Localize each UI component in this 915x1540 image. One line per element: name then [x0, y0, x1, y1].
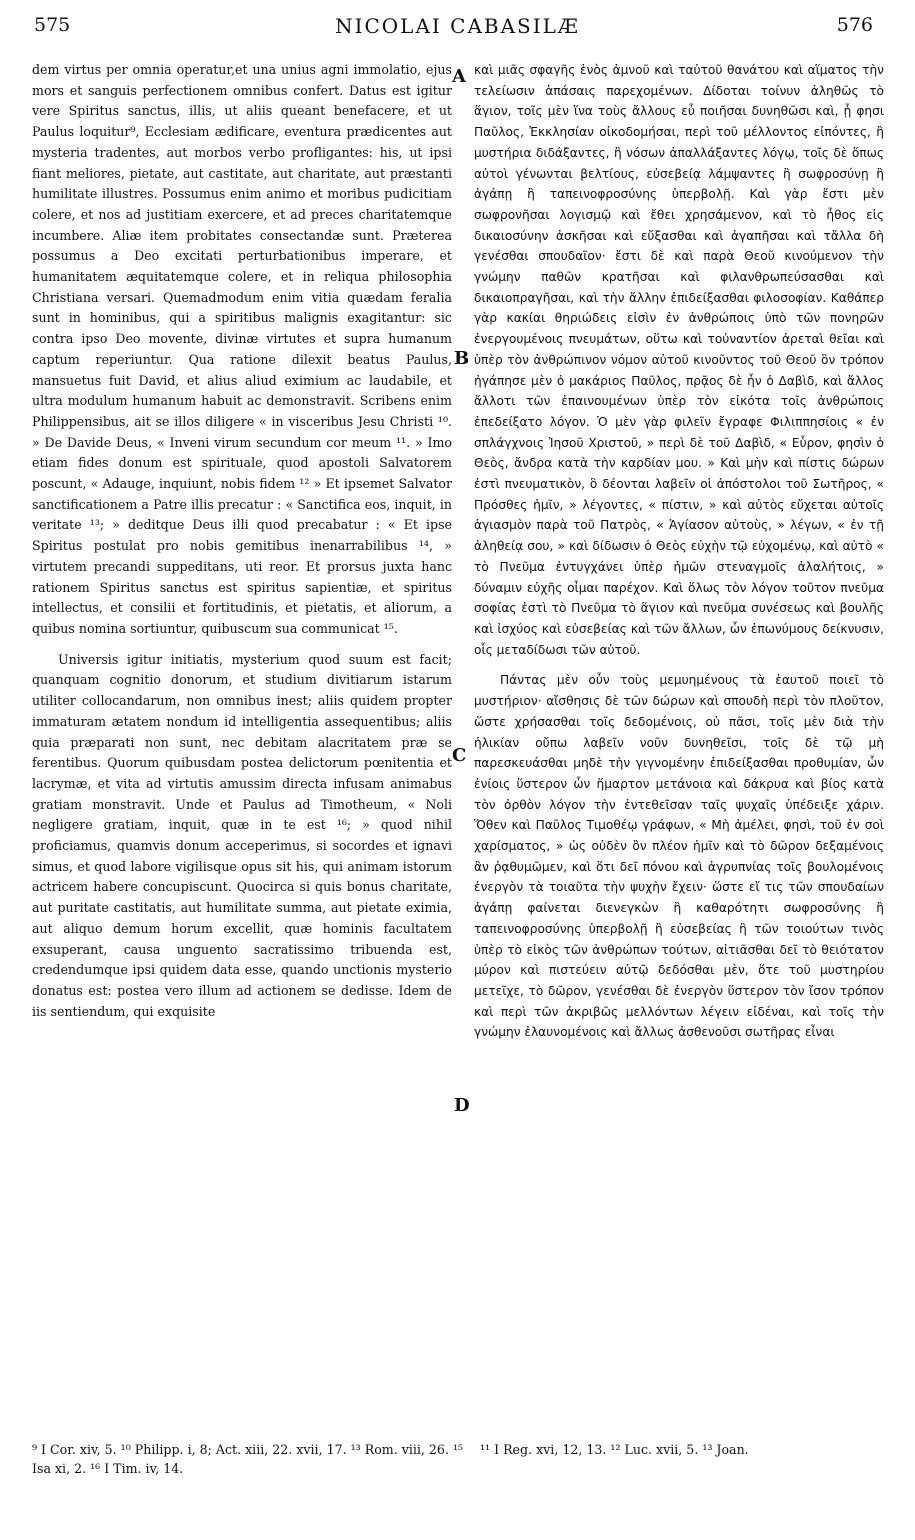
greek-paragraph-2: Πάντας μὲν οὖν τοὺς μεμυημένους τὰ ἑαυτοῦ ποιεῖ τὸ μυστήριον· αἴσθησις δὲ τῶν δώρων καὶ σπουδὴ περὶ τὸν πλοῦτον, ὥστε χρήσασθαι τοῖς δεδομένοις, οὐ πᾶσι, τοῖς μὲν διὰ τὴν ἡλικίαν οὔπω λαβεῖν νοῦν δυνηθεῖσι, τοῖς δὲ τῷ μὴ παρεσκευάσθαι μηδὲ τὴν γιγνομένην ἐπιδείξασθαι προθυμίαν, ὧν ἐνίοις ὕστερον ὧν ἥμαρτον μετάνοια καὶ δάκρυα καὶ βίος κατὰ τὸν ὀρθὸν λόγον τὴν ἐντεθεῖσαν ταῖς ψυχαῖς ὑπέδειξε χάριν. Ὅθεν καὶ Παῦλος Τιμοθέῳ γράφων, « Μὴ ἀμέλει, φησὶ, τοῦ ἐν σοὶ χαρίσματος, » ὡς οὐδὲν ὂν πλέον ἡμῖν καὶ τὸ δῶρον δεξαμένοις ἂν ῥᾳθυμῶμεν, καὶ ὅτι δεῖ πόνου καὶ ἀγρυπνίας τοῖς βουλομένοις ἐνεργὸν τὰ τοιαῦτα τὴν ψυχὴν ἔχειν· ὥστε εἴ τις τῶν σπουδαίων ἀγάπῃ φαίνεται διενεγκὼν ἢ καθαρότητι σωφροσύνης ἢ ταπεινοφροσύνης ὑπερβολῇ ἢ εὐσεβείας ἢ τῶν τοιούτων τινὸς ὑπὲρ τὸ εἰκὸς τῶν ἀνθρώπων τούτων, αἰτιᾶσθαι δεῖ τὸ θειότατον μύρον καὶ πιστεύειν αὐτῷ δεδόσθαι μὲν, ὅτε τοῦ μυστηρίου μετεῖχε, τὸ δῶρον, γενέσθαι δὲ ἐνεργὸν ὕστερον τὸν ἴσον τρόπον καὶ περὶ τῶν ἀκριβῶς μελλόντων λέγειν εἰδέναι, καὶ τοῖς τὴν γνώμην ἐλαυνομένοις καὶ ἄλλως ἀσθενοῦσι σωτῆρας εἶναι [474, 673, 884, 1040]
footnotes-left: ⁹ I Cor. xiv, 5. ¹⁰ Philipp. i, 8; Act. xiii, 22. xvii, 17. ¹³ Rom. viii, 26. ¹⁵ Isa xi, 2. ¹⁶ I Tim. iv, 14. [32, 1442, 464, 1476]
greek-paragraph-1: καὶ μιᾶς σφαγῆς ἑνὸς ἀμνοῦ καὶ ταὐτοῦ θανάτου καὶ αἵματος τὴν τελείωσιν ἁπάσαις παρεχομένων. Δίδοται τοίνυν ἀληθῶς τὸ ἅγιον, τοῖς μὲν ἵνα τοὺς ἄλλους εὖ ποιῆσαι δυνηθῶσι καὶ, ᾗ φησι Παῦλος, Ἐκκλησίαν οἰκοδομήσαι, περὶ τοῦ μέλλοντος εἰπόντες, ἢ μυστήρια διδάξαντες, ἢ νόσων ἀπαλλάξαντες λόγῳ, τοῖς δὲ ὅπως αὐτοὶ γένωνται βελτίους, εὐσεβείᾳ λάμψαντες ἢ σωφροσύνῃ ἢ ἀγάπῃ ἢ ταπεινοφροσύνης ὑπερβολῇ. Καὶ γὰρ ἔστι μὲν σωφρονῆσαι λογισμῷ καὶ ἔθει χρησάμενον, καὶ τὸ ἦθος εἰς δικαιοσύνην ἀσκῆσαι καὶ εὔξασθαι καὶ ἀγαπῆσαι καὶ τἄλλα δὴ γενέσθαι σπουδαῖον· ἔστι δὲ καὶ παρὰ Θεοῦ κινούμενον τὴν γνώμην παθῶν κρατῆσαι καὶ φιλανθρωπεύσασθαι καὶ δικαιοπραγῆσαι, καὶ τὴν ἄλλην ἐπιδείξασθαι φιλοσοφίαν. Καθάπερ γὰρ κακίαι θηριώδεις εἰσὶν ἐν ἀνθρώποις ὑπὸ τῶν πονηρῶν ἐνεργουμένοις πνευμάτων, οὕτω καὶ τοὐναντίον ἀρεταὶ θεῖαι καὶ ὑπὲρ τὸν ἀνθρώπινον νόμον αὐτοῦ κινοῦντος τοῦ Θεοῦ ὃν τρόπον ἠγάπησε μὲν ὁ μακάριος Παῦλος, πρᾷος δὲ ἦν ὁ Δαβὶδ, καὶ ἄλλος ἄλλοτι τῶν ἐπαινουμένων ὑπὲρ τὸν εἰκότα τοῖς ἀνθρώποις ἐπεδείξατο λόγον. Ὁ μὲν γὰρ φιλεῖν ἔγραφε Φιλιππησίοις « ἐν σπλάγχνοις Ἰησοῦ Χριστοῦ, » περὶ δὲ τοῦ Δαβὶδ, « Εὗρον, φησὶν ὁ Θεὸς, ἄνδρα κατὰ τὴν καρδίαν μου. » Καὶ μὴν καὶ πίστις δώρων ἐστὶ πνευματικὸν, ὃ δέονται λαβεῖν οἱ ἀπόστολοι τοῦ Σωτῆρος, « Πρόσθες ἡμῖν, » λέγοντες, « πίστιν, » καὶ αὐτὸς εὔχεται αὐτοῖς ἁγιασμὸν παρὰ τοῦ Πατρὸς, « Ἁγίασον αὐτοὺς, » λέγων, « ἐν τῇ ἀληθείᾳ σου, » καὶ δίδωσιν ὁ Θεὸς εὐχὴν τῷ εὐχομένῳ, καὶ αὐτὸ « τὸ Πνεῦμα ἐντυγχάνει ὑπὲρ ἡμῶν στεναγμοῖς ἀλαλήτοις, » δύναμιν εὐχῆς οἶμαι παρέχον. Καὶ ὅλως τὸν λόγον τοῦτον πνεῦμα σοφίας ἐστὶ τὸ Πνεῦμα τὸ ἅγιον καὶ πνεῦμα συνέσεως καὶ βουλῆς καὶ ἰσχύος καὶ εὐσεβείας καὶ τῶν ἄλλων, ὧν ἐπωνύμους δείκνυσιν, οἷς μεταδίδωσι τῶν αὑτοῦ. [474, 63, 884, 657]
paragraph-gap [474, 660, 884, 670]
greek-column [474, 60, 884, 1043]
section-marker-b: B [454, 348, 470, 369]
paragraph-gap [32, 640, 452, 650]
latin-column [32, 60, 452, 1022]
latin-paragraph-1: dem virtus per omnia operatur,et una unius agni immolatio, ejus mors et sanguis perfectionem omnibus confert. Datus est igitur vere Spiritus sanctus, illis, ut aliis queant benefacere, et ut Paulus loquitur⁹, Ecclesiam ædificare, eventura prædicentes aut mysteria tradentes, aut morbos verbo profligantes: his, ut ipsi fiant meliores, pietate, aut castitate, aut charitate, aut præstanti humilitate illustres. Possumus enim animo et moribus pudicitiam colere, et nos ad justitiam exercere, et ad preces charitatemque incumbere. Aliæ item probitates consectandæ sunt. Præterea possumus a Deo excitati perturbationibus imperare, et humanitatem æquitatemque colere, et in reliqua philosophia Christiana versari. Quemadmodum enim vitia quædam feralia sunt in hominibus, qui a spiritibus malignis exagitantur: sic contra ipso Deo movente, divinæ virtutes et supra humanum captum reperiuntur. Qua ratione dilexit beatus Paulus, mansuetus fuit David, et alius aliud eximium ac laudabile, et ultra modulum humanum habuit ac demonstravit. Scribens enim Philippensibus, ait se illos diligere « in visceribus Jesu Christi ¹⁰. » De Davide Deus, « Inveni virum secundum cor meum ¹¹. » Imo etiam fides donum est spirituale, quod apostoli Salvatorem poscunt, « Adauge, inquiunt, nobis fidem ¹² » Et ipsemet Salvator sanctificationem a Patre illis precatur : « Sanctifica eos, inquit, in veritate ¹³; » deditque Deus illi quod precabatur : « Et ipse Spiritus postulat pro nobis gemitibus inenarrabilibus ¹⁴, » virtutem precandi suppeditans, uti reor. Et prorsus juxta hanc rationem Spiritus sanctus est spiritus sapientiæ, et spiritus intellectus, et consilii et fortitudinis, et pietatis, et aliorum, a quibus nomina sortiuntur, quibuscum sua communicat ¹⁵. [32, 62, 452, 636]
page-number-right: 576 [836, 14, 873, 36]
section-marker-a: A [452, 66, 466, 87]
section-marker-d: D [454, 1095, 470, 1116]
running-title: NICOLAI CABASILÆ [335, 14, 580, 38]
page-number-left: 575 [34, 14, 71, 36]
page-header [0, 6, 915, 50]
latin-paragraph-2: Universis igitur initiatis, mysterium quod suum est facit; quanquam cognitio donorum, et studium divitiarum istarum utiliter collocandarum, non omnibus inest; aliis quidem propter immaturam ætatem nondum id intelligentia assequentibus; aliis quia præparati non sunt, nec debitam alacritatem præ se ferentibus. Quorum quibusdam postea delictorum pœnitentia et lacrymæ, et vita ad virtutis amussim directa infusam animabus gratiam monstravit. Unde et Paulus ad Timotheum, « Noli negligere gratiam, inquit, quæ in te est ¹⁶; » quod nihil proficiamus, quamvis donum acceperimus, si socordes et ignavi simus, et quod labore vigilisque opus sit his, qui animam istorum actricem habere concupiscunt. Quocirca si quis bonus charitate, aut puritate castitatis, aut humilitate summa, aut pietate eximia, aut aliquo demum horum excellit, quæ hominis facultatem exsuperant, causa unguento sacratissimo tribuenda est, credendumque ipsi quidem data esse, quando unctionis mysterio donatus est: postea vero illum ad actionem se dedisse. Idem de iis sentiendum, qui exquisite [32, 651, 452, 1019]
section-marker-c: C [452, 745, 467, 766]
footnotes-right: ¹¹ I Reg. xvi, 12, 13. ¹² Luc. xvii, 5. ¹³ Joan. [480, 1442, 749, 1457]
